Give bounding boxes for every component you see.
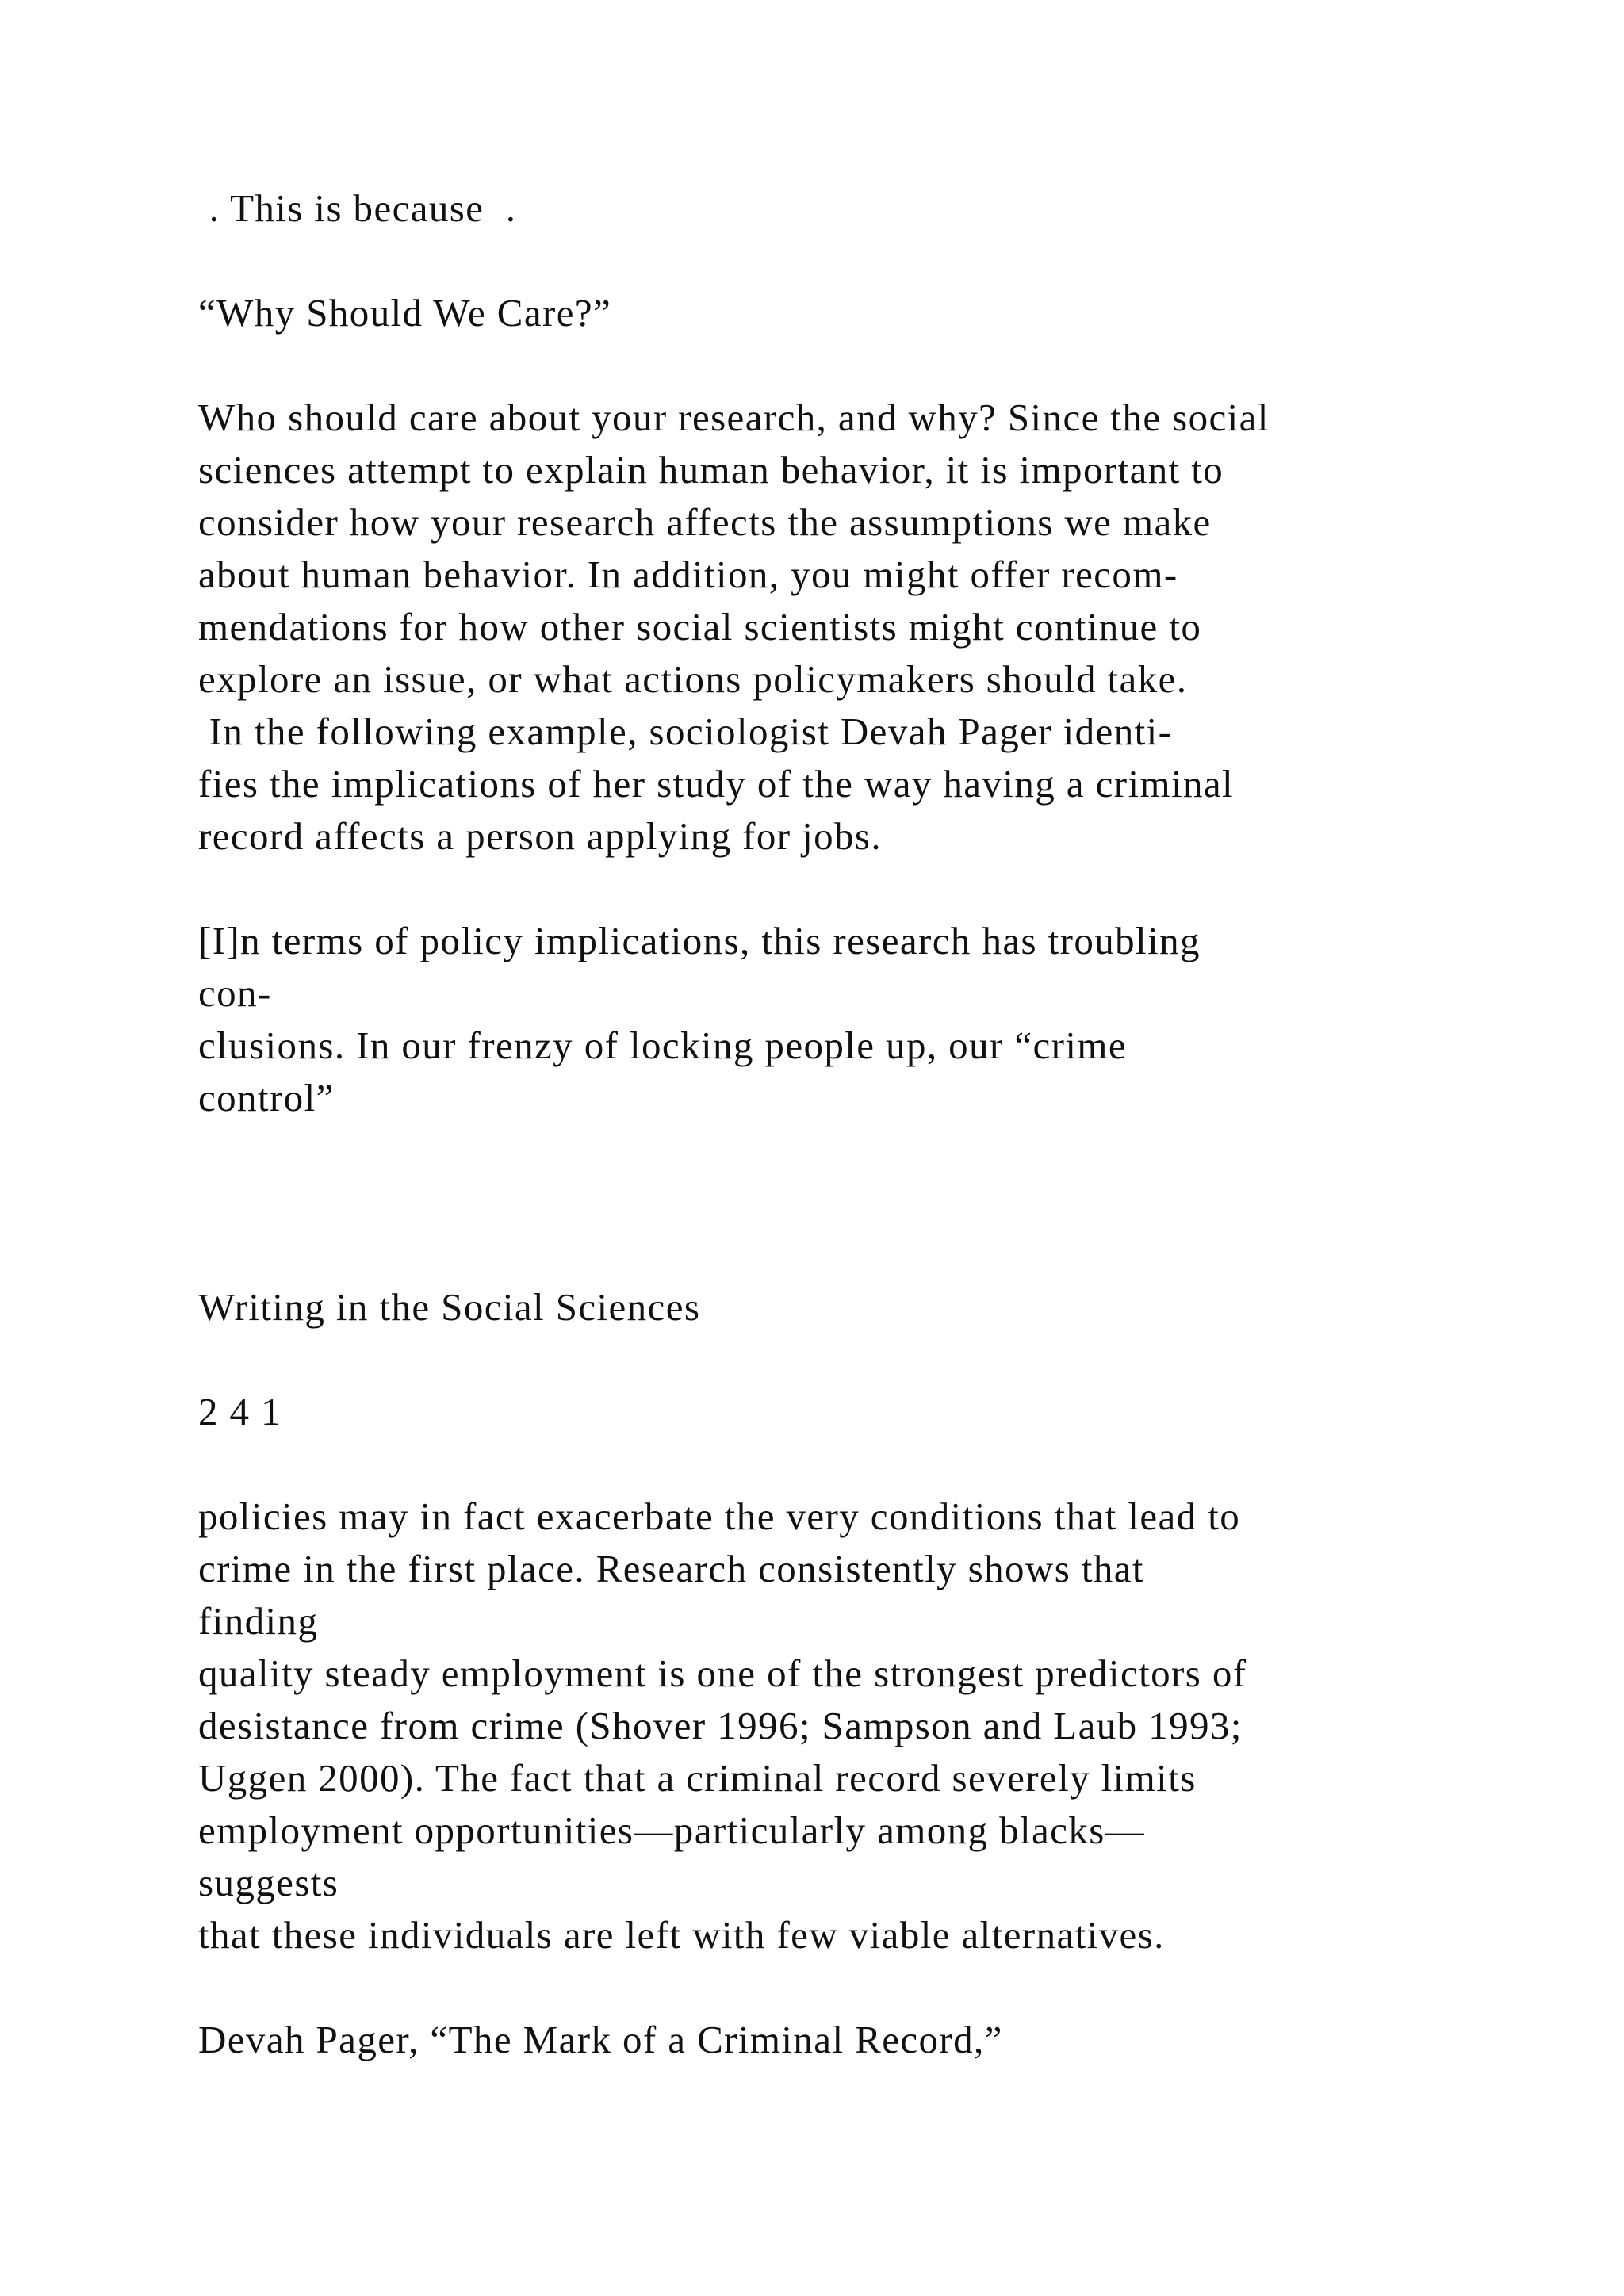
- quote-line: finding: [198, 1599, 319, 1643]
- text-line: consider how your research affects the assumptions we make: [198, 500, 1212, 544]
- spacer: [198, 339, 1483, 392]
- spacer: [198, 1334, 1483, 1386]
- spacer: [198, 1438, 1483, 1490]
- spacer: [198, 235, 1483, 287]
- quote-line: crime in the first place. Research consistently shows that: [198, 1547, 1144, 1590]
- quote-line: [I]n terms of policy implications, this research has troubling: [198, 919, 1201, 962]
- block-quote-part-2: [198, 1490, 1483, 1961]
- spacer: [198, 1124, 1483, 1281]
- citation: Devah Pager, “The Mark of a Criminal Record,”: [198, 2018, 1003, 2061]
- quote-line: desistance from crime (Shover 1996; Sampson and Laub 1993;: [198, 1704, 1243, 1747]
- paragraph-why-care: [198, 392, 1483, 863]
- spacer: [198, 863, 1483, 915]
- running-head: Writing in the Social Sciences: [198, 1285, 701, 1329]
- document-page: [198, 182, 1483, 2066]
- quote-line: suggests: [198, 1861, 339, 1904]
- page-number: 2 4 1: [198, 1390, 282, 1433]
- quote-line: quality steady employment is one of the strongest predictors of: [198, 1651, 1247, 1695]
- quote-line: con-: [198, 971, 272, 1015]
- block-quote-part-1: [198, 915, 1483, 1124]
- text-line: In the following example, sociologist Devah Pager identi-: [198, 710, 1173, 753]
- text-line: record affects a person applying for jobs.: [198, 814, 883, 858]
- quote-line: that these individuals are left with few viable alternatives.: [198, 1913, 1165, 1957]
- text-line: about human behavior. In addition, you might offer recom-: [198, 553, 1178, 596]
- quote-line: policies may in fact exacerbate the very conditions that lead to: [198, 1494, 1241, 1538]
- spacer: [198, 1961, 1483, 2014]
- text-line: explore an issue, or what actions policymakers should take.: [198, 657, 1188, 701]
- text-line: sciences attempt to explain human behavior, it is important to: [198, 448, 1224, 492]
- intro-line: . This is because .: [198, 186, 517, 230]
- quote-line: Uggen 2000). The fact that a criminal record severely limits: [198, 1756, 1197, 1800]
- quote-line: clusions. In our frenzy of locking people up, our “crime: [198, 1024, 1128, 1067]
- section-heading: “Why Should We Care?”: [198, 291, 612, 335]
- text-line: fies the implications of her study of the way having a criminal: [198, 762, 1235, 806]
- quote-line: employment opportunities—particularly among blacks—: [198, 1808, 1146, 1852]
- quote-line: control”: [198, 1076, 335, 1119]
- text-line: Who should care about your research, and why? Since the social: [198, 396, 1270, 439]
- text-line: mendations for how other social scientists might continue to: [198, 605, 1202, 649]
